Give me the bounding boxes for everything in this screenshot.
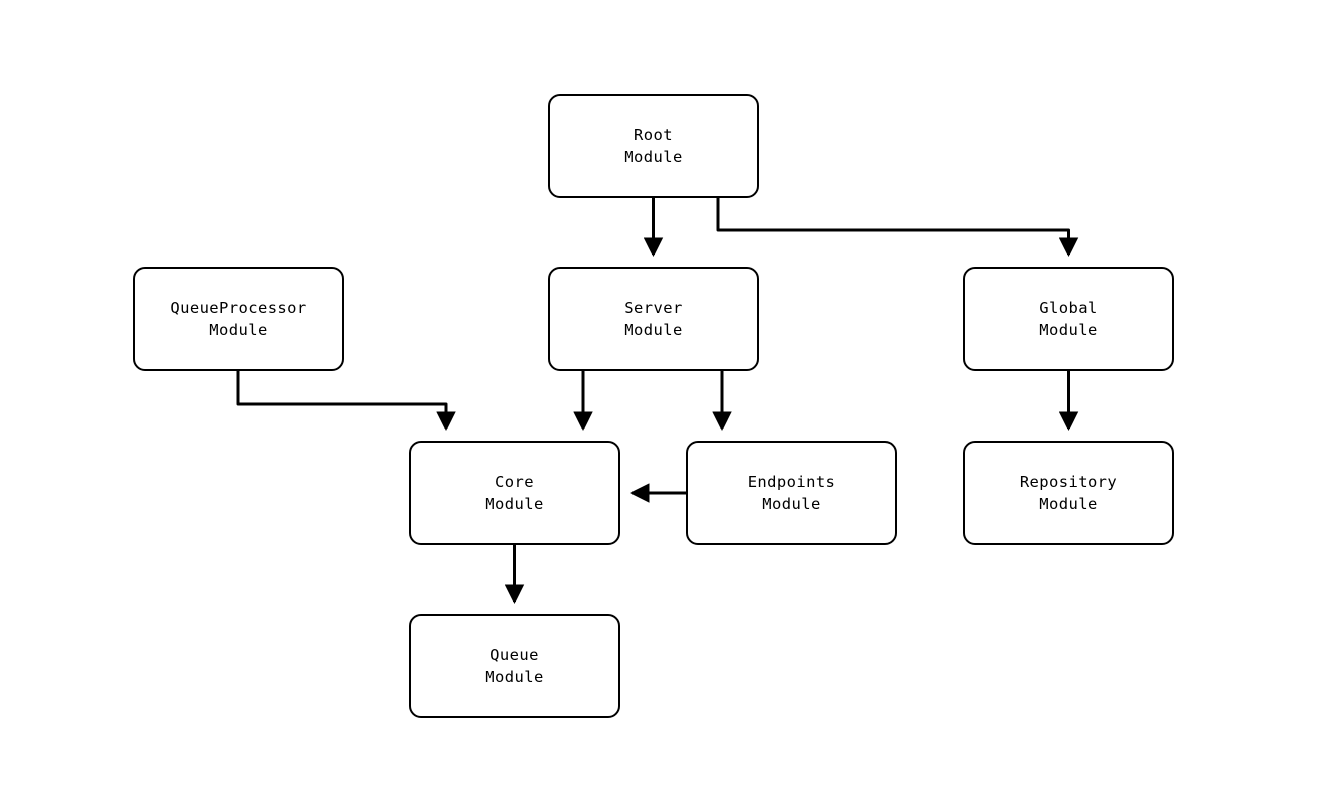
edge-queueprocessor-to-core — [238, 371, 446, 429]
endpoints-module-label-line2: Module — [762, 495, 821, 513]
queue-module-label-line1: Queue — [490, 646, 539, 664]
queueprocessor-module-label-line1: QueueProcessor — [170, 299, 307, 317]
queue-module[interactable] — [409, 614, 620, 718]
global-module-label-line1: Global — [1039, 299, 1098, 317]
endpoints-module[interactable] — [686, 441, 897, 545]
root-module-label-line2: Module — [624, 148, 683, 166]
global-module[interactable] — [963, 267, 1174, 371]
endpoints-module-label-line1: Endpoints — [747, 473, 836, 491]
queueprocessor-module-label-line2: Module — [209, 321, 268, 339]
root-module[interactable] — [548, 94, 759, 198]
server-module-label-line2: Module — [624, 321, 683, 339]
root-module-label-line1: Root — [634, 126, 673, 144]
server-module[interactable] — [548, 267, 759, 371]
core-module-label-line2: Module — [485, 495, 544, 513]
repository-module-label-line1: Repository — [1019, 473, 1118, 491]
queueprocessor-module[interactable] — [133, 267, 344, 371]
core-module-label-line1: Core — [495, 473, 534, 491]
global-module-label-line2: Module — [1039, 321, 1098, 339]
core-module[interactable] — [409, 441, 620, 545]
repository-module[interactable] — [963, 441, 1174, 545]
server-module-label-line1: Server — [624, 299, 683, 317]
repository-module-label-line2: Module — [1039, 495, 1098, 513]
edge-root-to-global — [718, 198, 1069, 255]
queue-module-label-line2: Module — [485, 668, 544, 686]
